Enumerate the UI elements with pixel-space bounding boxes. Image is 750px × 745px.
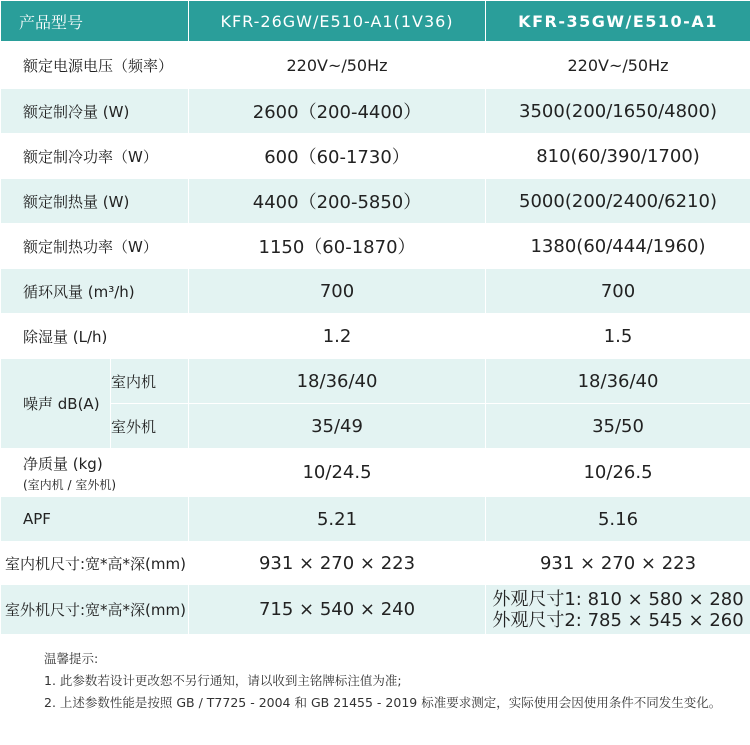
value-model-1: 1150（60-1870） xyxy=(189,224,486,269)
row-label: 室内机尺寸:宽*高*深(mm) xyxy=(1,542,189,585)
value-model-2: 35/50 xyxy=(486,404,750,449)
value-model-1: 931 × 270 × 223 xyxy=(189,542,486,585)
header-row xyxy=(1,1,750,42)
value-model-1: 35/49 xyxy=(189,404,486,449)
value-model-2 xyxy=(486,585,750,635)
row-apf xyxy=(1,497,750,542)
value-model-1: 1.2 xyxy=(189,314,486,359)
value-model-2: 1.5 xyxy=(486,314,750,359)
value-model-1: 600（60-1730） xyxy=(189,134,486,179)
size-option-1: 外观尺寸1: 810 × 580 × 280 xyxy=(492,588,744,610)
size-option-2: 外观尺寸2: 785 × 545 × 260 xyxy=(492,609,744,631)
row-voltage xyxy=(1,42,750,89)
header-model-2: KFR-35GW/E510-A1 xyxy=(486,1,750,42)
value-model-1: 2600（200-4400） xyxy=(189,89,486,134)
notes xyxy=(44,648,734,714)
row-label: 额定制冷功率（W） xyxy=(1,134,189,179)
row-noise-outdoor xyxy=(1,404,750,449)
row-label: 净质量 (kg) xyxy=(23,454,103,473)
value-model-2: 220V~/50Hz xyxy=(486,42,750,89)
row-cool-capacity xyxy=(1,89,750,134)
value-model-2: 810(60/390/1700) xyxy=(486,134,750,179)
value-model-1: 4400（200-5850） xyxy=(189,179,486,224)
value-model-1: 220V~/50Hz xyxy=(189,42,486,89)
note-item-2: 2. 上述参数性能是按照 GB / T7725 - 2004 和 GB 21455 - 2019 标准要求测定，实际使用会因使用条件不同发生变化。 xyxy=(44,695,722,710)
row-noise-indoor xyxy=(1,359,750,404)
value-model-2: 931 × 270 × 223 xyxy=(486,542,750,585)
value-model-2: 1380(60/444/1960) xyxy=(486,224,750,269)
row-label: 额定制热功率（W） xyxy=(1,224,189,269)
row-label: 额定制热量 (W) xyxy=(1,179,189,224)
row-cool-power xyxy=(1,134,750,179)
value-model-2: 5000(200/2400/6210) xyxy=(486,179,750,224)
value-model-2: 3500(200/1650/4800) xyxy=(486,89,750,134)
row-dehumidify xyxy=(1,314,750,359)
header-param: 产品型号 xyxy=(1,1,189,42)
row-label: 室外机尺寸:宽*高*深(mm) xyxy=(1,585,189,635)
value-model-2: 700 xyxy=(486,269,750,314)
value-model-1: 10/24.5 xyxy=(189,449,486,497)
row-airflow xyxy=(1,269,750,314)
row-indoor-size xyxy=(1,542,750,585)
value-model-2: 18/36/40 xyxy=(486,359,750,404)
row-label: 额定电源电压（频率） xyxy=(1,42,189,89)
header-model-1: KFR-26GW/E510-A1(1V36) xyxy=(189,1,486,42)
sub-label-outdoor: 室外机 xyxy=(111,404,189,449)
row-outdoor-size xyxy=(1,585,750,635)
value-model-2: 5.16 xyxy=(486,497,750,542)
value-model-1: 715 × 540 × 240 xyxy=(189,585,486,635)
value-model-1: 18/36/40 xyxy=(189,359,486,404)
row-heat-power xyxy=(1,224,750,269)
value-model-1: 700 xyxy=(189,269,486,314)
row-label: 除湿量 (L/h) xyxy=(1,314,189,359)
value-model-2: 10/26.5 xyxy=(486,449,750,497)
row-weight xyxy=(1,449,750,497)
row-label-weight xyxy=(1,449,189,497)
row-heat-capacity xyxy=(1,179,750,224)
value-model-1: 5.21 xyxy=(189,497,486,542)
row-label: 循环风量 (m³/h) xyxy=(1,269,189,314)
sub-label-indoor: 室内机 xyxy=(111,359,189,404)
note-item-1: 1. 此参数若设计更改恕不另行通知，请以收到主铭牌标注值为准; xyxy=(44,673,402,688)
row-label-noise: 噪声 dB(A) xyxy=(1,359,111,449)
row-label: APF xyxy=(1,497,189,542)
row-sublabel: (室内机 / 室外机) xyxy=(23,477,117,492)
notes-title: 温馨提示: xyxy=(44,651,99,666)
row-label: 额定制冷量 (W) xyxy=(1,89,189,134)
